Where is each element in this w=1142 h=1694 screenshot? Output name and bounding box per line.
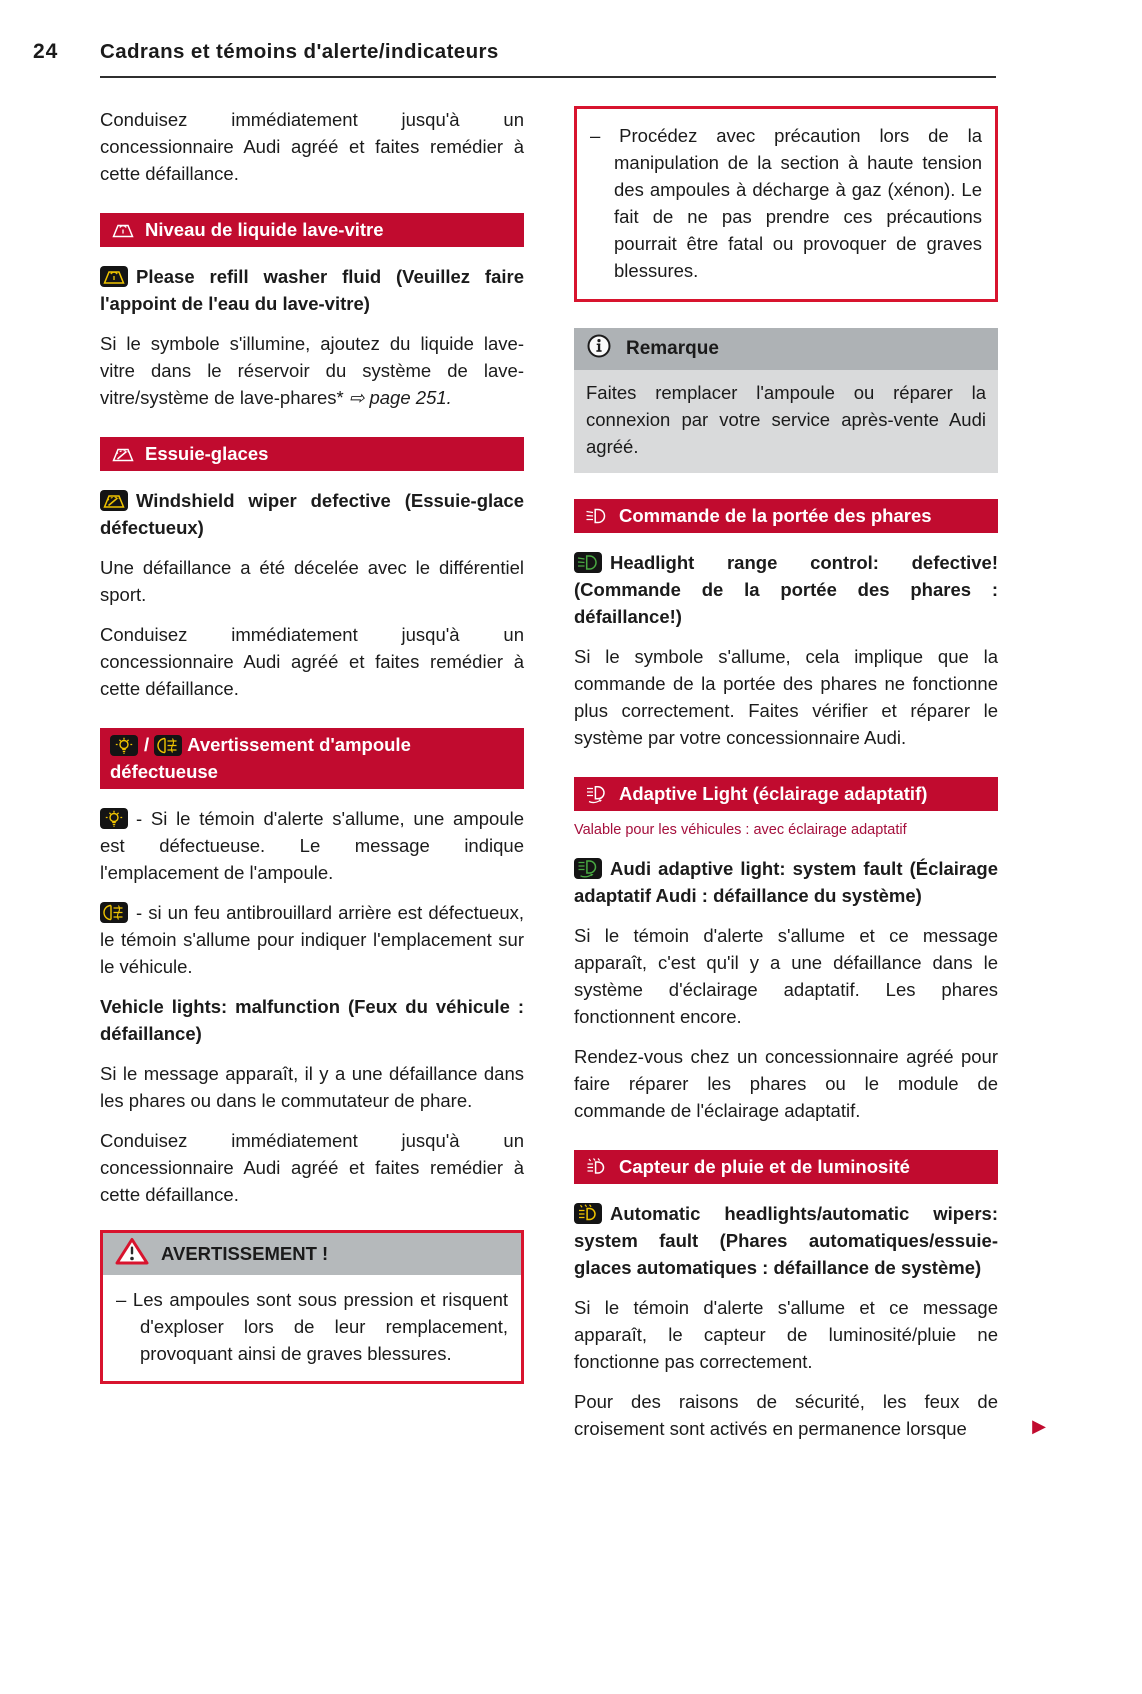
lead-text: Audi adaptive light: system fault (Éclairage adaptatif Audi : défaillance du système) xyxy=(574,858,998,906)
warning-item: – Procédez avec précaution lors de la manipulation de la section à haute tension des ampoules à décharge à gaz (xénon). Le fait de ne pas prendre ces précautions pourrait être fatal ou provoquer de graves blessures. xyxy=(590,125,982,281)
section-title: Niveau de liquide lave-vitre xyxy=(145,219,384,240)
section-title: Essuie-glaces xyxy=(145,443,269,464)
vehicle-lights-lead: Vehicle lights: malfunction (Feux du véhicule : défaillance) xyxy=(100,996,524,1044)
section-header-bulb-warning xyxy=(100,728,524,789)
adaptive-lead xyxy=(574,855,998,909)
note-text: Faites remplacer l'ampoule ou réparer la connexion par votre service après-vente Audi agréé. xyxy=(586,382,986,457)
range-lead xyxy=(574,549,998,630)
lead-text: Windshield wiper defective (Essuie-glace défectueux) xyxy=(100,490,524,538)
page-continues-arrow: ▶ xyxy=(1032,1416,1046,1436)
paragraph-continued xyxy=(574,1388,1046,1442)
warning-box-body xyxy=(577,109,995,299)
fog-item xyxy=(100,899,524,980)
note-box-body xyxy=(574,370,998,473)
washer-fluid-icon xyxy=(110,220,136,240)
lead-text: Automatic headlights/automatic wipers: system fault (Phares automatiques/essuie-glaces automatiques : défaillance de système) xyxy=(574,1203,998,1278)
two-column-layout xyxy=(100,106,1142,1455)
left-column xyxy=(100,106,524,1455)
section-title: Commande de la portée des phares xyxy=(619,505,932,526)
wiper-icon xyxy=(110,444,136,464)
section-title: Avertissement d'ampoule défectueuse xyxy=(110,734,411,782)
section-header-wipers xyxy=(100,437,524,471)
paragraph: Rendez-vous chez un concessionnaire agréé pour faire réparer les phares ou le module de commande de l'éclairage adaptatif. xyxy=(574,1046,998,1121)
paragraph xyxy=(100,330,524,411)
warning-triangle-icon xyxy=(115,1237,149,1271)
info-icon xyxy=(586,333,612,365)
rear-fog-light-icon xyxy=(154,735,182,756)
icon-separator: / xyxy=(144,734,150,755)
warning-box-continued xyxy=(574,106,998,302)
rain-light-sensor-icon xyxy=(584,1157,610,1177)
section-title: Adaptive Light (éclairage adaptatif) xyxy=(619,783,928,804)
section-header-washer-fluid xyxy=(100,213,524,247)
rain-light-sensor-icon xyxy=(574,1203,602,1224)
body-text: Pour des raisons de sécurité, les feux de croisement sont activés en permanence lorsque xyxy=(574,1391,998,1439)
paragraph: Si le message apparaît, il y a une défaillance dans les phares ou dans le commutateur de phare. xyxy=(100,1063,524,1111)
rear-fog-light-icon xyxy=(100,902,128,923)
warning-title: AVERTISSEMENT ! xyxy=(161,1243,329,1264)
wiper-lead xyxy=(100,487,524,541)
warning-item: – Les ampoules sont sous pression et risquent d'exploser lors de leur remplacement, provoquant ainsi de graves blessures. xyxy=(116,1289,508,1364)
note-box-header xyxy=(574,328,998,370)
warning-box xyxy=(100,1230,524,1384)
right-column xyxy=(574,106,1046,1455)
page-header xyxy=(33,40,996,78)
applicability-note: Valable pour les véhicules : avec éclairage adaptatif xyxy=(574,822,907,838)
page-reference: ⇨ page 251. xyxy=(348,387,452,408)
paragraph: Conduisez immédiatement jusqu'à un concessionnaire Audi agréé et faites remédier à cette défaillance. xyxy=(100,624,524,699)
body-text: Si le symbole s'illumine, ajoutez du liquide lave-vitre dans le réservoir du système de lave-vitre/système de lave-phares* xyxy=(100,333,524,408)
paragraph-intro: Conduisez immédiatement jusqu'à un concessionnaire Audi agréé et faites remédier à cette défaillance. xyxy=(100,109,524,184)
paragraph: Si le symbole s'allume, cela implique que la commande de la portée des phares ne fonctionne plus correctement. Faites vérifier et réparer le système par votre concessionnaire Audi. xyxy=(574,646,998,748)
adaptive-light-icon xyxy=(584,784,610,804)
paragraph: Une défaillance a été décelée avec le différentiel sport. xyxy=(100,557,524,605)
manual-page xyxy=(0,40,1142,1455)
wiper-icon xyxy=(100,490,128,511)
warning-box-header xyxy=(103,1233,521,1275)
washer-fluid-icon xyxy=(100,266,128,287)
bulb-icon xyxy=(110,735,138,756)
note-box xyxy=(574,328,998,473)
lead-text: Headlight range control: defective! (Commande de la portée des phares : défaillance!) xyxy=(574,552,998,627)
warning-box-body xyxy=(103,1275,521,1381)
bulb-item xyxy=(100,805,524,886)
bulb-icon xyxy=(100,808,128,829)
section-header-adaptive-light xyxy=(574,777,998,811)
paragraph: Conduisez immédiatement jusqu'à un concessionnaire Audi agréé et faites remédier à cette défaillance. xyxy=(100,1130,524,1205)
item-text: - si un feu antibrouillard arrière est défectueux, le témoin s'allume pour indiquer l'emplacement sur le véhicule. xyxy=(100,902,524,977)
item-text: - Si le témoin d'alerte s'allume, une ampoule est défectueuse. Le message indique l'emplacement de l'ampoule. xyxy=(100,808,524,883)
section-header-headlight-range xyxy=(574,499,998,533)
headlight-range-icon xyxy=(574,552,602,573)
paragraph: Si le témoin d'alerte s'allume et ce message apparaît, le capteur de luminosité/pluie ne fonctionne pas correctement. xyxy=(574,1297,998,1372)
page-number: 24 xyxy=(33,40,59,63)
lead-text: Please refill washer fluid (Veuillez faire l'appoint de l'eau du lave-vitre) xyxy=(100,266,524,314)
note-title: Remarque xyxy=(626,338,719,359)
page-title: Cadrans et témoins d'alerte/indicateurs xyxy=(100,40,996,78)
washer-lead xyxy=(100,263,524,317)
headlight-range-icon xyxy=(584,506,610,526)
section-title: Capteur de pluie et de luminosité xyxy=(619,1156,910,1177)
adaptive-light-icon xyxy=(574,858,602,879)
paragraph: Si le témoin d'alerte s'allume et ce message apparaît, c'est qu'il y a une défaillance dans le système d'éclairage adaptatif. Les phares fonctionnent encore. xyxy=(574,925,998,1027)
section-header-rain-sensor xyxy=(574,1150,998,1184)
rain-lead xyxy=(574,1200,998,1281)
